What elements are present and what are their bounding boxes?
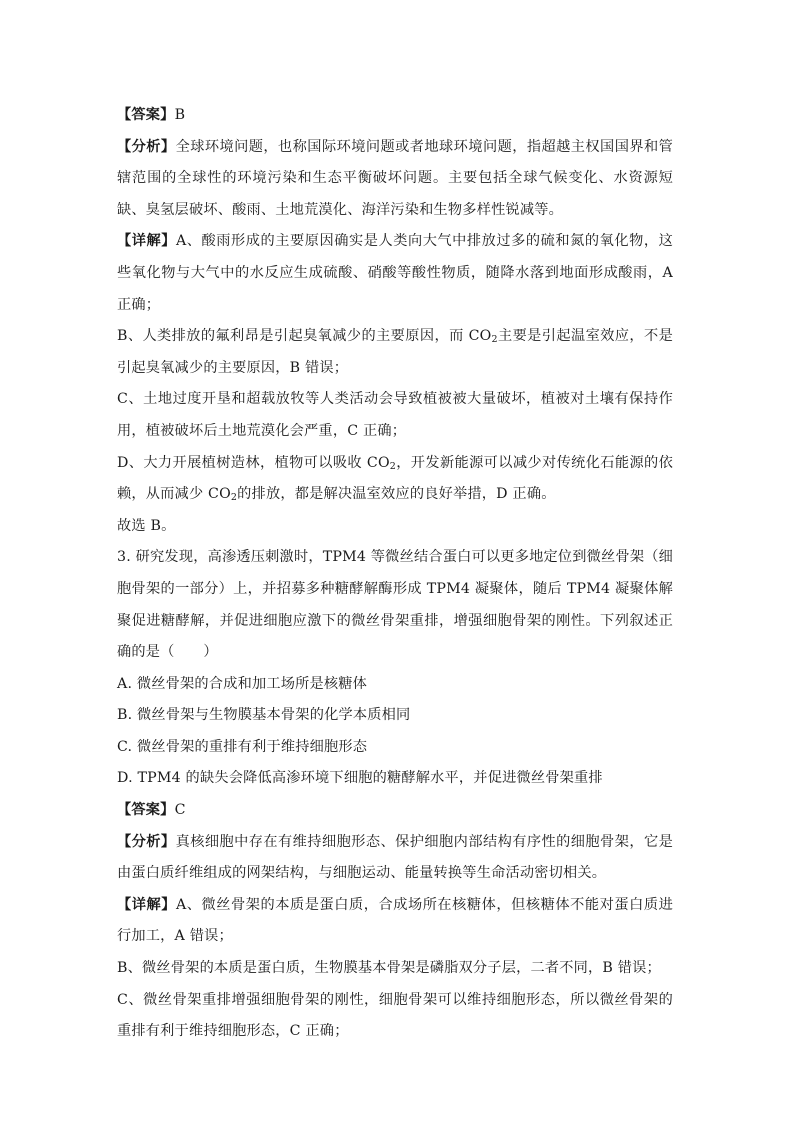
answer-value: C xyxy=(174,802,186,819)
detail-text: B、微丝骨架的本质是蛋白质，生物膜基本骨架是磷脂双分子层，二者不同，B 错误； xyxy=(117,960,661,977)
q3-analysis-paragraph xyxy=(117,827,673,890)
analysis-tag: 【分析】 xyxy=(117,833,176,850)
question-stem: 3. 研究发现，高渗透压刺激时，TPM4 等微丝结合蛋白可以更多地定位到微丝骨架（细胞骨架的一部分）上，并招募多种糖酵解酶形成 TPM4 凝聚体，随后 TPM4 凝聚体解聚促进糖酵解，并促进细胞应激下的微丝骨架重排，增强细胞骨架的刚性。下列叙述正确的是（ ） xyxy=(117,549,673,661)
detail-text: 的排放，都是解决温室效应的良好举措，D 正确。 xyxy=(237,486,556,503)
subscript: 2 xyxy=(230,492,238,504)
q3-detail-a xyxy=(117,890,673,953)
detail-text: C、微丝骨架重排增强细胞骨架的刚性，细胞骨架可以维持细胞形态，所以微丝骨架的重排有利于维持细胞形态，C 正确； xyxy=(117,991,673,1040)
conclusion-text: 故选 B。 xyxy=(117,517,176,534)
detail-tag: 【详解】 xyxy=(117,896,176,913)
analysis-tag: 【分析】 xyxy=(117,138,176,155)
q3-answer-line xyxy=(117,795,673,827)
option-text: B. 微丝骨架与生物膜基本骨架的化学本质相同 xyxy=(117,707,411,724)
q2-detail-c xyxy=(117,384,673,447)
option-text: D. TPM4 的缺失会降低高渗环境下细胞的糖酵解水平，并促进微丝骨架重排 xyxy=(117,770,603,787)
q3-option-b xyxy=(117,700,673,732)
detail-text: B、人类排放的氟利昂是引起臭氧减少的主要原因，而 CO xyxy=(117,328,492,345)
detail-text: A、微丝骨架的本质是蛋白质，合成场所在核糖体，但核糖体不能对蛋白质进行加工，A 错误； xyxy=(117,896,673,945)
q3-option-d xyxy=(117,763,673,795)
detail-text: C、土地过度开垦和超载放牧等人类活动会导致植被被大量破坏，植被对土壤有保持作用，植被破坏后土地荒漠化会严重，C 正确； xyxy=(117,391,673,439)
q2-detail-b xyxy=(117,321,673,384)
q2-detail-d xyxy=(117,448,673,511)
q3-option-a xyxy=(117,669,673,701)
q3-detail-c xyxy=(117,985,673,1048)
analysis-text: 全球环境问题，也称国际环境问题或者地球环境问题，指超越主权国国界和管辖范围的全球性的环境污染和生态平衡破坏问题。主要包括全球气候变化、水资源短缺、臭氢层破坏、酸雨、土地荒漠化、海洋污染和生物多样性锐减等。 xyxy=(117,138,673,218)
subscript: 2 xyxy=(389,460,397,472)
answer-tag: 【答案】 xyxy=(117,802,175,819)
q3-option-c xyxy=(117,732,673,764)
q3-detail-b xyxy=(117,953,673,985)
detail-text: A、酸雨形成的主要原因确实是人类向大气中排放过多的硫和氮的氧化物，这些氧化物与大气中的水反应生成硫酸、硝酸等酸性物质，随降水落到地面形成酸雨，A 正确； xyxy=(117,233,673,313)
analysis-text: 真核细胞中存在有维持细胞形态、保护细胞内部结构有序性的细胞骨架，它是由蛋白质纤维组成的网架结构，与细胞运动、能量转换等生命活动密切相关。 xyxy=(117,833,673,882)
subscript: 2 xyxy=(491,334,498,346)
option-text: A. 微丝骨架的合成和加工场所是核糖体 xyxy=(117,675,368,692)
answer-tag: 【答案】 xyxy=(117,107,175,123)
option-text: C. 微丝骨架的重排有利于维持细胞形态 xyxy=(117,738,368,755)
q3-stem xyxy=(117,542,673,668)
detail-text: ，开发新能源可以减少对传统化石能源的依赖，从而减少 CO xyxy=(117,454,673,503)
answer-value: B xyxy=(174,107,186,123)
q2-conclusion xyxy=(117,511,673,543)
q2-detail-a xyxy=(117,226,673,321)
detail-text: D、大力开展植树造林，植物可以吸收 CO xyxy=(117,454,390,471)
detail-tag: 【详解】 xyxy=(117,233,176,250)
q2-answer-line xyxy=(117,100,673,132)
document-body xyxy=(117,100,673,1048)
detail-text: 主要是引起温室效应，不是引起臭氧减少的主要原因，B 错误； xyxy=(117,328,673,376)
q2-analysis-paragraph xyxy=(117,132,673,227)
